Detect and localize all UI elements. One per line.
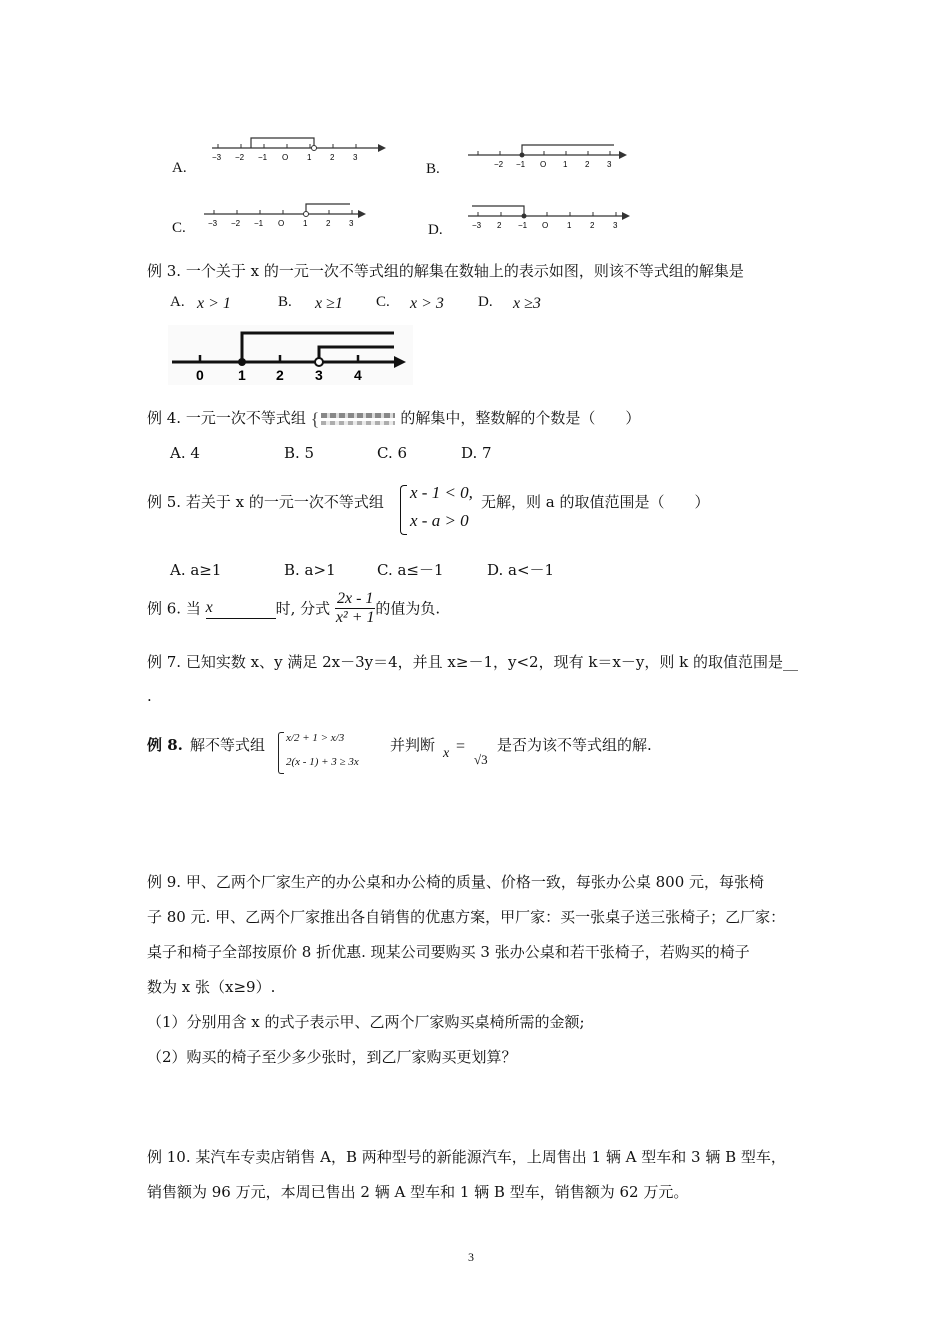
- option: B. a>1: [284, 561, 336, 579]
- system-line-1: x - 1 < 0,: [410, 483, 473, 502]
- example-9-line: （2）购买的椅子至少多少张时，到乙厂家购买更划算？: [147, 1048, 517, 1066]
- example-5-suffix: 无解，则 a 的取值范围是（ ）: [481, 493, 710, 511]
- example-10-line: 销售额为 96 万元，本周已售出 2 辆 A 型车和 1 辆 B 型车，销售额为 62 万元。: [147, 1183, 689, 1201]
- option-label: B.: [278, 294, 292, 310]
- tick-label: 2: [497, 221, 502, 230]
- example-6-var: x: [205, 599, 213, 616]
- system-line-2: 2(x - 1) + 3 ≥ 3x: [286, 756, 359, 768]
- option: C. a≤－1: [377, 561, 444, 579]
- example-6-suffix: 的值为负.: [375, 599, 441, 618]
- example-8-equals: =: [456, 738, 466, 755]
- example-6-fraction: [335, 590, 375, 627]
- example-7-line-1: 例 7. 已知实数 x、y 满足 2x－3y＝4，并且 x≥－1，y<2，现有 k＝x－y，则 k 的取值范围是__: [147, 653, 798, 671]
- example-9-line: 数为 x 张（x≥9）.: [147, 978, 276, 996]
- example-9-line: （1）分别用含 x 的式子表示甲、乙两个厂家购买桌椅所需的金额;: [147, 1013, 585, 1031]
- option: D. a<－1: [487, 561, 555, 579]
- example-4-suffix: 的解集中，整数解的个数是（ ）: [400, 409, 641, 427]
- option-b-letter: B.: [426, 161, 440, 177]
- example-8-label: 例 8.: [147, 736, 183, 754]
- example-3-number-line: [168, 325, 413, 385]
- tick-label: 3: [607, 160, 612, 169]
- example-6-prefix: 例 6. 当: [147, 599, 201, 618]
- option-c-figure: [170, 198, 390, 243]
- example-4-question: [147, 408, 640, 428]
- option-label: C.: [376, 294, 390, 310]
- example-8-suffix: 是否为该不等式组的解.: [497, 736, 652, 754]
- option-label: A.: [170, 294, 185, 310]
- tick-label: 2: [590, 221, 595, 230]
- option-c-letter: C.: [172, 220, 186, 236]
- option-d-letter: D.: [428, 222, 443, 238]
- example-9-line: 子 80 元. 甲、乙两个厂家推出各自销售的优惠方案，甲厂家：买一张桌子送三张椅子；乙厂家：: [147, 908, 786, 926]
- option: B. 5: [284, 444, 315, 462]
- example-8-prefix: 解不等式组: [190, 736, 266, 754]
- option-label: D.: [478, 294, 493, 310]
- option: A. 4: [170, 444, 200, 462]
- tick-label: −1: [254, 219, 264, 228]
- tick-label: 2: [330, 153, 335, 162]
- tick-label: −1: [518, 221, 528, 230]
- option-c-number-line: [200, 198, 390, 238]
- option-d-figure: [428, 198, 648, 243]
- option: A. a≥1: [170, 561, 222, 579]
- tick-label: 3: [349, 219, 354, 228]
- axis-label: 2: [276, 367, 284, 383]
- option-value: x > 1: [197, 295, 231, 312]
- example-8-mid: 并判断: [390, 736, 436, 754]
- example-9-line: 例 9. 甲、乙两个厂家生产的办公桌和办公椅的质量、价格一致，每张办公桌 800 元，每张椅: [147, 873, 765, 891]
- option-a-letter: A.: [172, 160, 187, 176]
- tick-label: 1: [307, 153, 312, 162]
- example-3-options: [170, 292, 590, 316]
- tick-label: 1: [563, 160, 568, 169]
- example-3-question: 例 3. 一个关于 x 的一元一次不等式组的解集在数轴上的表示如图，则该不等式组的解集是: [147, 262, 744, 280]
- tick-label: O: [278, 219, 285, 228]
- fraction-denominator: x² + 1: [335, 609, 375, 626]
- tick-label: 2: [585, 160, 590, 169]
- tick-label: O: [542, 221, 549, 230]
- tick-label: 3: [353, 153, 358, 162]
- example-5-options: [170, 560, 590, 580]
- page-number: 3: [468, 1250, 474, 1264]
- axis-label: 4: [354, 367, 362, 383]
- system-line-1: x/2 + 1 > x/3: [286, 732, 345, 744]
- option-a-figure: [170, 130, 390, 180]
- example-8-root: √3: [474, 752, 488, 767]
- tick-label: 1: [567, 221, 572, 230]
- example-6-blank: [206, 598, 276, 619]
- option-value: x > 3: [410, 295, 444, 312]
- tick-label: O: [540, 160, 547, 169]
- tick-label: O: [282, 153, 289, 162]
- tick-label: −1: [258, 153, 268, 162]
- tick-label: −3: [472, 221, 482, 230]
- option-b-figure: [426, 135, 646, 185]
- fraction-numerator: 2x - 1: [336, 590, 374, 607]
- example-8-var: x: [443, 746, 450, 761]
- option-a-number-line: [208, 130, 393, 175]
- example-5-system: [400, 483, 480, 537]
- option-d-number-line: [464, 198, 639, 238]
- tick-label: 2: [326, 219, 331, 228]
- option: C. 6: [377, 444, 408, 462]
- tick-label: −3: [212, 153, 222, 162]
- axis-label: 1: [238, 367, 246, 383]
- axis-label: 0: [196, 367, 204, 383]
- option: D. 7: [461, 444, 492, 462]
- option-b-number-line: [464, 135, 634, 175]
- tick-label: −3: [208, 219, 218, 228]
- example-4-prefix: 例 4. 一元一次不等式组: [147, 409, 306, 427]
- tick-label: −2: [494, 160, 504, 169]
- tick-label: −2: [235, 153, 245, 162]
- tick-label: −2: [231, 219, 241, 228]
- tick-label: −1: [516, 160, 526, 169]
- example-4-inequality-image: {: [311, 411, 396, 427]
- example-5-prefix: 例 5. 若关于 x 的一元一次不等式组: [147, 493, 384, 511]
- example-6-mid: 时, 分式: [275, 599, 331, 618]
- example-4-options: [170, 443, 570, 463]
- example-10-line: 例 10. 某汽车专卖店销售 A，B 两种型号的新能源汽车，上周售出 1 辆 A 型车和 3 辆 B 型车，: [147, 1148, 786, 1166]
- system-line-2: x - a > 0: [410, 511, 469, 530]
- axis-label: 3: [315, 367, 323, 383]
- example-8-system: [278, 730, 388, 776]
- example-9-line: 桌子和椅子全部按原价 8 折优惠. 现某公司要购买 3 张办公桌和若干张椅子，若购买的椅子: [147, 943, 750, 961]
- example-7-line-2: .: [147, 687, 152, 705]
- option-value: x ≥1: [315, 295, 343, 312]
- tick-label: 3: [613, 221, 618, 230]
- example-6-question: [147, 590, 440, 640]
- option-value: x ≥3: [513, 295, 541, 312]
- tick-label: 1: [303, 219, 308, 228]
